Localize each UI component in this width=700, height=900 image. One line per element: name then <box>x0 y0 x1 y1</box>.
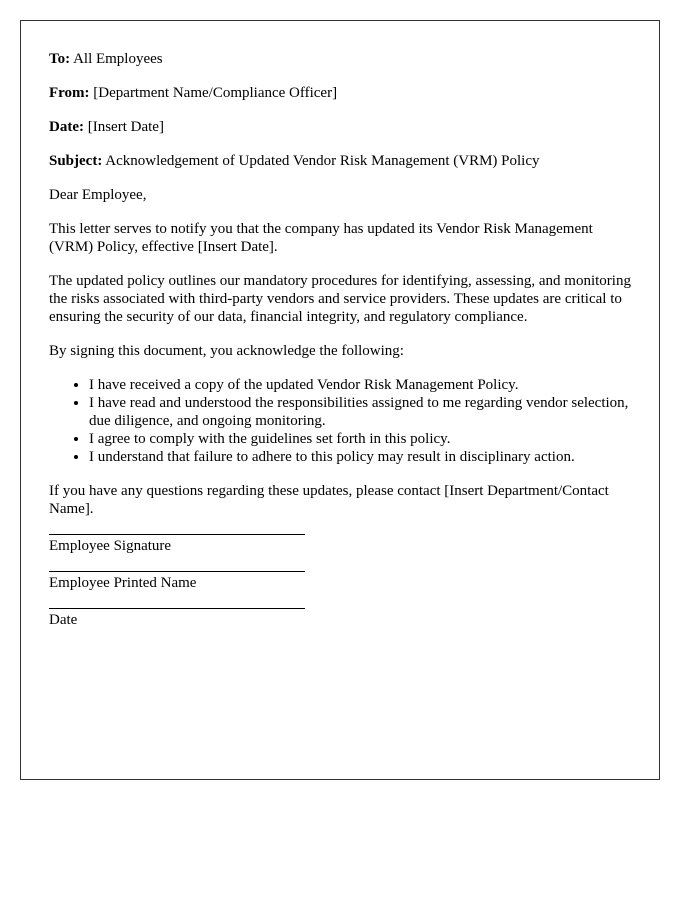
policy-paragraph: The updated policy outlines our mandatory procedures for identifying, assessing, and monitoring the risks associated with third-party vendors and service providers. These updates are critical to ensuring the security of our data, financial integrity, and regulatory compliance. <box>49 273 631 325</box>
list-item: • I have read and understood the responsibilities assigned to me regarding vendor selection, due diligence, and ongoing monitoring. <box>89 394 631 430</box>
list-item: • I understand that failure to adhere to this policy may result in disciplinary action. <box>89 448 631 466</box>
subject-line <box>49 152 631 170</box>
subject-value: Acknowledgement of Updated Vendor Risk Management (VRM) Policy <box>105 153 540 169</box>
to-value: All Employees <box>73 51 163 67</box>
signature-date-field[interactable] <box>49 608 305 629</box>
list-item: • I agree to comply with the guidelines set forth in this policy. <box>89 430 631 448</box>
acknowledgement-list <box>49 376 631 466</box>
from-label: From: <box>49 85 90 101</box>
acknowledge-intro: By signing this document, you acknowledge the following: <box>49 343 404 359</box>
from-value: [Department Name/Compliance Officer] <box>93 85 338 101</box>
greeting: Dear Employee, <box>49 187 147 203</box>
notification-paragraph: This letter serves to notify you that the company has updated its Vendor Risk Management (VRM) Policy, effective [Insert Date]. <box>49 221 593 255</box>
date-value: [Insert Date] <box>87 119 164 135</box>
list-item: • I have received a copy of the updated Vendor Risk Management Policy. <box>89 376 631 394</box>
acknowledgement-letter <box>20 20 660 780</box>
to-line <box>49 50 631 68</box>
signature-date-label: Date <box>49 612 78 628</box>
printed-name-line <box>49 571 305 572</box>
from-line <box>49 84 631 102</box>
date-line-rule <box>49 608 305 609</box>
employee-signature-field[interactable] <box>49 534 305 555</box>
signature-line <box>49 534 305 535</box>
employee-printed-name-field[interactable] <box>49 571 305 592</box>
subject-label: Subject: <box>49 153 103 169</box>
to-label: To: <box>49 51 71 67</box>
employee-printed-name-label: Employee Printed Name <box>49 575 197 591</box>
date-line <box>49 118 631 136</box>
contact-paragraph: If you have any questions regarding these updates, please contact [Insert Department/Contact Name]. <box>49 483 609 517</box>
signature-block <box>49 534 631 629</box>
employee-signature-label: Employee Signature <box>49 538 172 554</box>
date-label: Date: <box>49 119 84 135</box>
